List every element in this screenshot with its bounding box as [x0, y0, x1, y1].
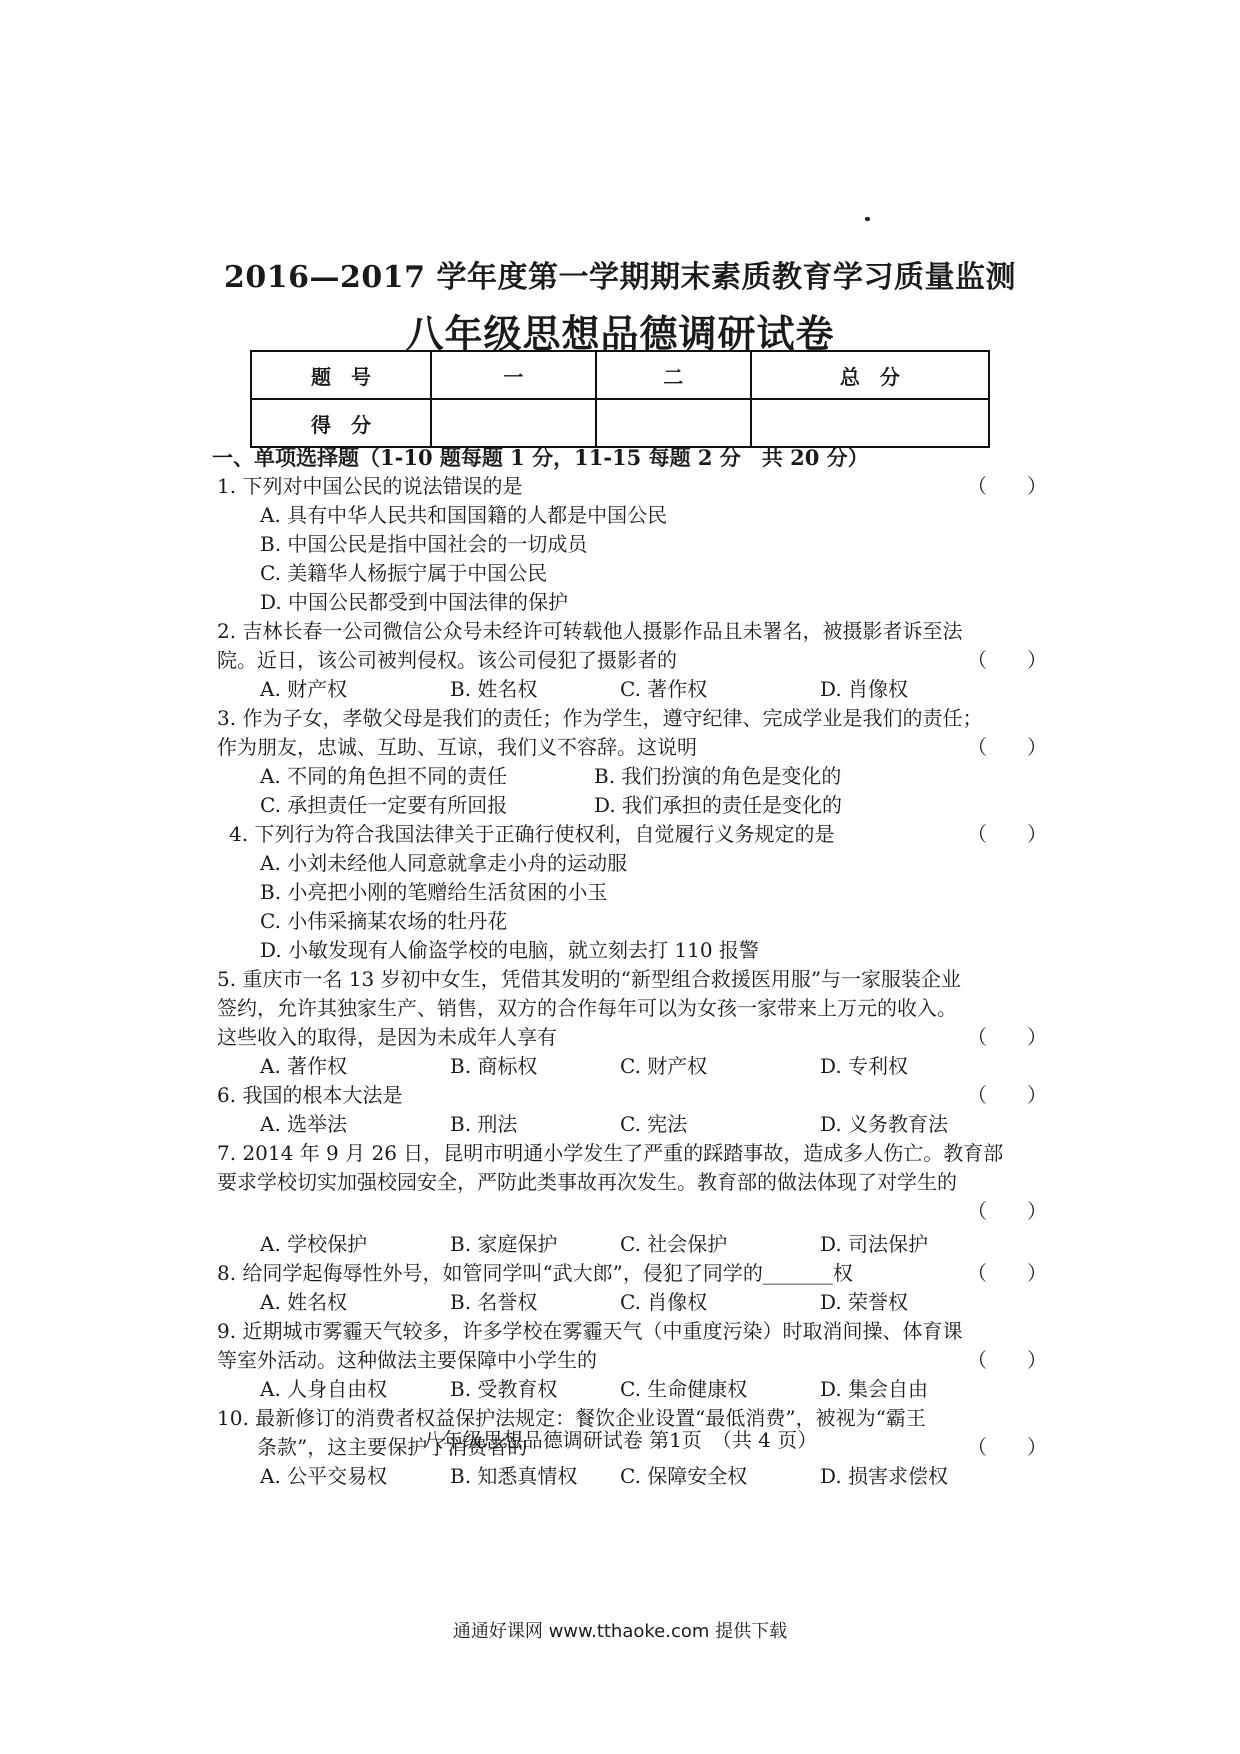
page-footer: 八年级思想品德调研试卷 第1页 （共 4 页）: [422, 1428, 818, 1452]
question-text: 1. 下列对中国公民的说法错误的是: [217, 474, 523, 498]
answer-option: A. 不同的角色担不同的责任: [260, 764, 508, 788]
answer-option: C. 肖像权: [620, 1290, 708, 1314]
answer-parentheses: （ ）: [967, 735, 1047, 759]
question-text: 2. 吉林长春一公司微信公众号未经许可转载他人摄影作品且未署名，被摄影者诉至法: [217, 619, 963, 643]
answer-options-row: [217, 1462, 1047, 1491]
question-text: 4. 下列行为符合我国法律关于正确行使权利，自觉履行义务规定的是: [229, 822, 835, 846]
answer-option: B. 小亮把小刚的笔赠给生活贫困的小玉: [260, 880, 608, 904]
answer-option: C. 生命健康权: [620, 1377, 748, 1401]
score-table-header-cell: 一: [431, 351, 596, 399]
answer-option: C. 小伟采摘某农场的牡丹花: [260, 909, 508, 933]
answer-options-row: [217, 762, 1047, 791]
answer-option: A. 公平交易权: [260, 1464, 388, 1488]
answer-parentheses: （ ）: [967, 1348, 1047, 1372]
question-text: 3. 作为子女，孝敬父母是我们的责任；作为学生，遵守纪律、完成学业是我们的责任；: [217, 706, 983, 730]
answer-parentheses: （ ）: [967, 1025, 1047, 1049]
answer-option: B. 名誉权: [450, 1290, 538, 1314]
answer-option: C. 社会保护: [620, 1232, 728, 1256]
question-text: 等室外活动。这种做法主要保障中小学生的: [217, 1348, 597, 1372]
answer-option: C. 著作权: [620, 677, 708, 701]
answer-option: C. 保障安全权: [620, 1464, 748, 1488]
answer-options-row: [217, 791, 1047, 820]
answer-parentheses: （ ）: [967, 1199, 1047, 1223]
answer-option: D. 损害求偿权: [820, 1464, 949, 1488]
answer-parentheses: （ ）: [967, 1435, 1047, 1459]
answer-option: B. 知悉真情权: [450, 1464, 578, 1488]
score-cell-empty: [431, 399, 596, 447]
answer-parentheses: （ ）: [967, 1083, 1047, 1107]
question-text: 作为朋友，忠诚、互助、互谅，我们义不容辞。这说明: [217, 735, 697, 759]
question-text: 院。近日，该公司被判侵权。该公司侵犯了摄影者的: [217, 648, 677, 672]
question-stem: [217, 1259, 1047, 1288]
question-stem: [217, 646, 1047, 675]
answer-option: C. 财产权: [620, 1054, 708, 1078]
answer-option: B. 受教育权: [450, 1377, 558, 1401]
answer-option: B. 中国公民是指中国社会的一切成员: [260, 532, 588, 556]
answer-option: A. 财产权: [260, 677, 348, 701]
answer-option: B. 刑法: [450, 1112, 518, 1136]
answer-parentheses: （ ）: [967, 648, 1047, 672]
answer-option: B. 家庭保护: [450, 1232, 558, 1256]
answer-options-row: [217, 1288, 1047, 1317]
answer-option: A. 姓名权: [260, 1290, 348, 1314]
answer-option: A. 人身自由权: [260, 1377, 388, 1401]
answer-option: A. 著作权: [260, 1054, 348, 1078]
question-stem: [217, 1023, 1047, 1052]
answer-options-row: [217, 1052, 1047, 1081]
question-stem: [217, 1081, 1047, 1110]
score-cell-empty: [596, 399, 751, 447]
question-text: 6. 我国的根本大法是: [217, 1083, 403, 1107]
question-text: 要求学校切实加强校园安全，严防此类事故再次发生。教育部的做法体现了对学生的: [217, 1170, 957, 1194]
question-text: 10. 最新修订的消费者权益保护法规定：餐饮企业设置“最低消费”，被视为“霸王: [217, 1406, 926, 1430]
answer-option: D. 荣誉权: [820, 1290, 909, 1314]
answer-parentheses: （ ）: [967, 1261, 1047, 1285]
answer-parentheses: （ ）: [967, 822, 1047, 846]
answer-option: D. 小敏发现有人偷盗学校的电脑，就立刻去打 110 报警: [260, 938, 759, 962]
answer-option: B. 我们扮演的角色是变化的: [594, 764, 842, 788]
question-text: 8. 给同学起侮辱性外号，如管同学叫“武大郎”，侵犯了同学的_______权: [217, 1261, 853, 1285]
answer-option: D. 义务教育法: [820, 1112, 949, 1136]
answer-option: C. 美籍华人杨振宁属于中国公民: [260, 561, 548, 585]
answer-options-row: [217, 675, 1047, 704]
answer-option: C. 宪法: [620, 1112, 688, 1136]
answer-option: D. 我们承担的责任是变化的: [594, 793, 843, 817]
section-heading: 一、单项选择题（1-10 题每题 1 分，11-15 每题 2 分 共 20 分）: [212, 445, 869, 470]
question-text: 签约，允许其独家生产、销售，双方的合作每年可以为女孩一家带来上万元的收入。: [217, 996, 957, 1020]
question-text: 9. 近期城市雾霾天气较多，许多学校在雾霾天气（中重度污染）时取消间操、体育课: [217, 1319, 963, 1343]
answer-option: D. 中国公民都受到中国法律的保护: [260, 590, 569, 614]
score-row-label: 得 分: [251, 399, 431, 447]
score-table: [250, 350, 990, 448]
download-credit: 通通好课网 www.tthaoke.com 提供下载: [452, 1621, 788, 1642]
question-text: 这些收入的取得，是因为未成年人享有: [217, 1025, 557, 1049]
question-text: 条款”，这主要保护了消费者的: [217, 1435, 528, 1459]
question-stem: [217, 820, 1047, 849]
question-text: 5. 重庆市一名 13 岁初中女生，凭借其发明的“新型组合救援医用服”与一家服装企业: [217, 967, 962, 991]
score-table-header-cell: 总 分: [751, 351, 989, 399]
answer-option: D. 专利权: [820, 1054, 909, 1078]
question-stem: [217, 1346, 1047, 1375]
answer-option: D. 肖像权: [820, 677, 909, 701]
score-table-header-cell: 二: [596, 351, 751, 399]
question-stem: [217, 472, 1047, 501]
answer-parentheses: （ ）: [967, 474, 1047, 498]
answer-option: D. 集会自由: [820, 1377, 929, 1401]
exam-subtitle: 八年级思想品德调研试卷: [405, 311, 835, 356]
answer-option: A. 学校保护: [260, 1232, 368, 1256]
answer-option: C. 承担责任一定要有所回报: [260, 793, 508, 817]
exam-title: 2016—2017 学年度第一学期期末素质教育学习质量监测: [224, 260, 1016, 295]
score-table-header-cell: 题 号: [251, 351, 431, 399]
question-stem: [217, 1197, 1047, 1226]
answer-option: D. 司法保护: [820, 1232, 929, 1256]
answer-options-row: [217, 1375, 1047, 1404]
answer-option: B. 姓名权: [450, 677, 538, 701]
question-list: [212, 444, 1047, 1491]
answer-options-row: [217, 1110, 1047, 1139]
answer-options-row: [217, 1230, 1047, 1259]
answer-option: A. 具有中华人民共和国国籍的人都是中国公民: [260, 503, 668, 527]
answer-option: B. 商标权: [450, 1054, 538, 1078]
scan-speck: [865, 217, 870, 221]
score-cell-empty: [751, 399, 989, 447]
question-stem: [217, 733, 1047, 762]
question-text: 7. 2014 年 9 月 26 日，昆明市明通小学发生了严重的踩踏事故，造成多人伤亡。教育部: [217, 1141, 1004, 1165]
answer-option: A. 小刘未经他人同意就拿走小舟的运动服: [260, 851, 628, 875]
answer-option: A. 选举法: [260, 1112, 348, 1136]
